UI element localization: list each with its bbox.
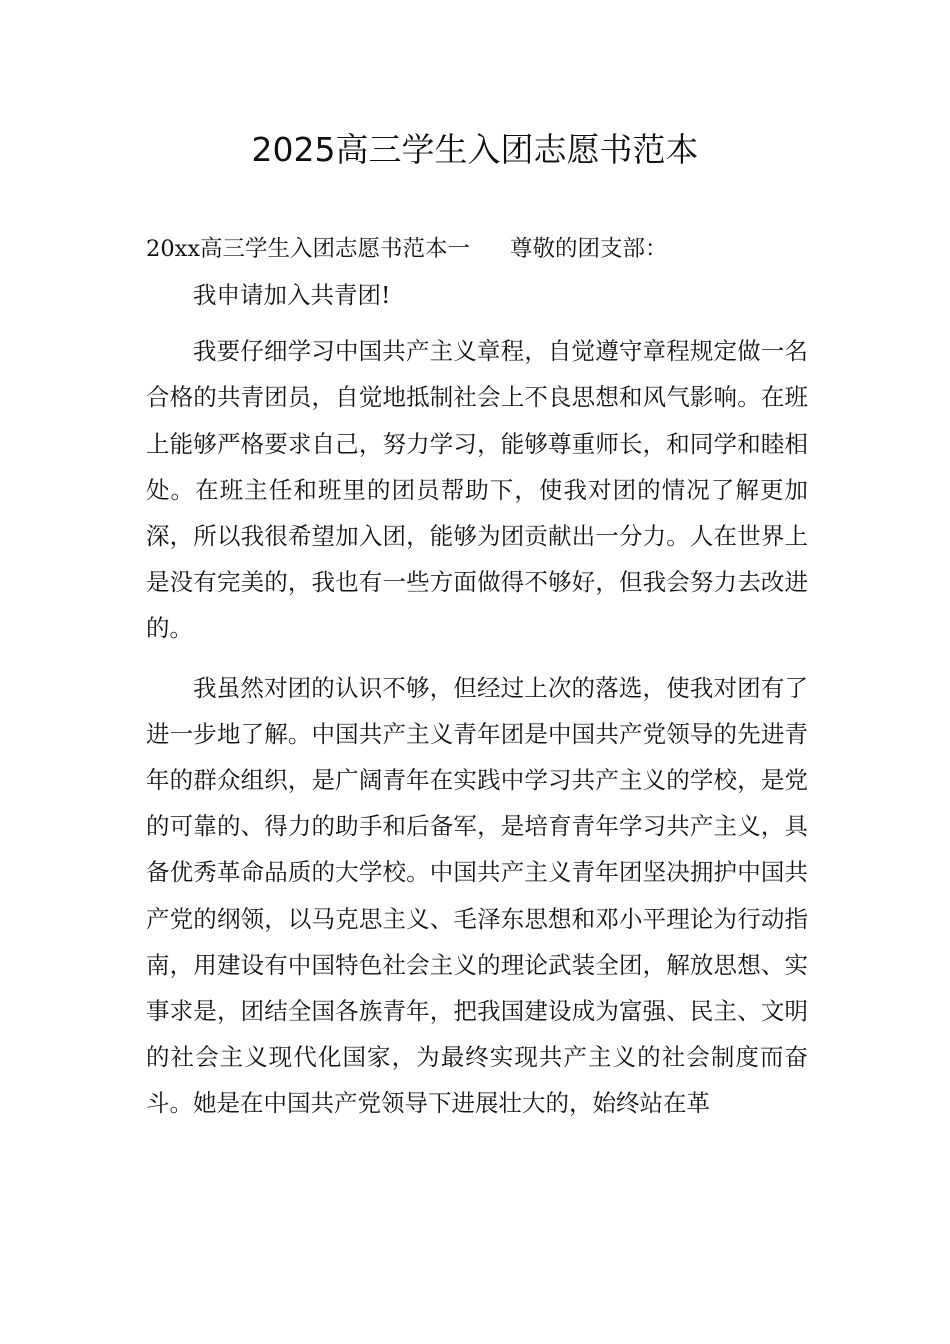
paragraph-2: 我要仔细学习中国共产主义章程，自觉遵守章程规定做一名合格的共青团员，自觉地抵制社会上不良思想和风气影响。在班上能够严格要求自己，努力学习，能够尊重师长，和同学和睦相处。在班主任和班里的团员帮助下，使我对团的情况了解更加深，所以我很希望加入团，能够为团贡献出一分力。人在世界上是没有完美的，我也有一些方面做得不够好，但我会努力去改进的。 xyxy=(146,337,808,643)
paragraph-3: 我虽然对团的认识不够，但经过上次的落选，使我对团有了进一步地了解。中国共产主义青年团是中国共产党领导的先进青年的群众组织，是广阔青年在实践中学习共产主义的学校，是党的可靠的、得力的助手和后备军，是培育青年学习共产主义，具备优秀革命品质的大学校。中国共产主义青年团坚决拥护中国共产党的纲领，以马克思主义、毛泽东思想和邓小平理论为行动指南，用建设有中国特色社会主义的理论武装全团，解放思想、实事求是，团结全国各族青年，把我国建设成为富强、民主、文明的社会主义现代化国家，为最终实现共产主义的社会制度而奋斗。她是在中国共产党领导下进展壮大的，始终站在革 xyxy=(146,673,808,1118)
document-title: 2025高三学生入团志愿书范本 xyxy=(251,130,699,169)
paragraph-1: 我申请加入共青团! xyxy=(193,281,391,309)
salutation: 尊敬的团支部： xyxy=(510,236,668,262)
intro-heading: 20xx高三学生入团志愿书范本一 xyxy=(146,236,471,262)
intro-line xyxy=(146,226,808,272)
document-body xyxy=(146,226,808,1140)
